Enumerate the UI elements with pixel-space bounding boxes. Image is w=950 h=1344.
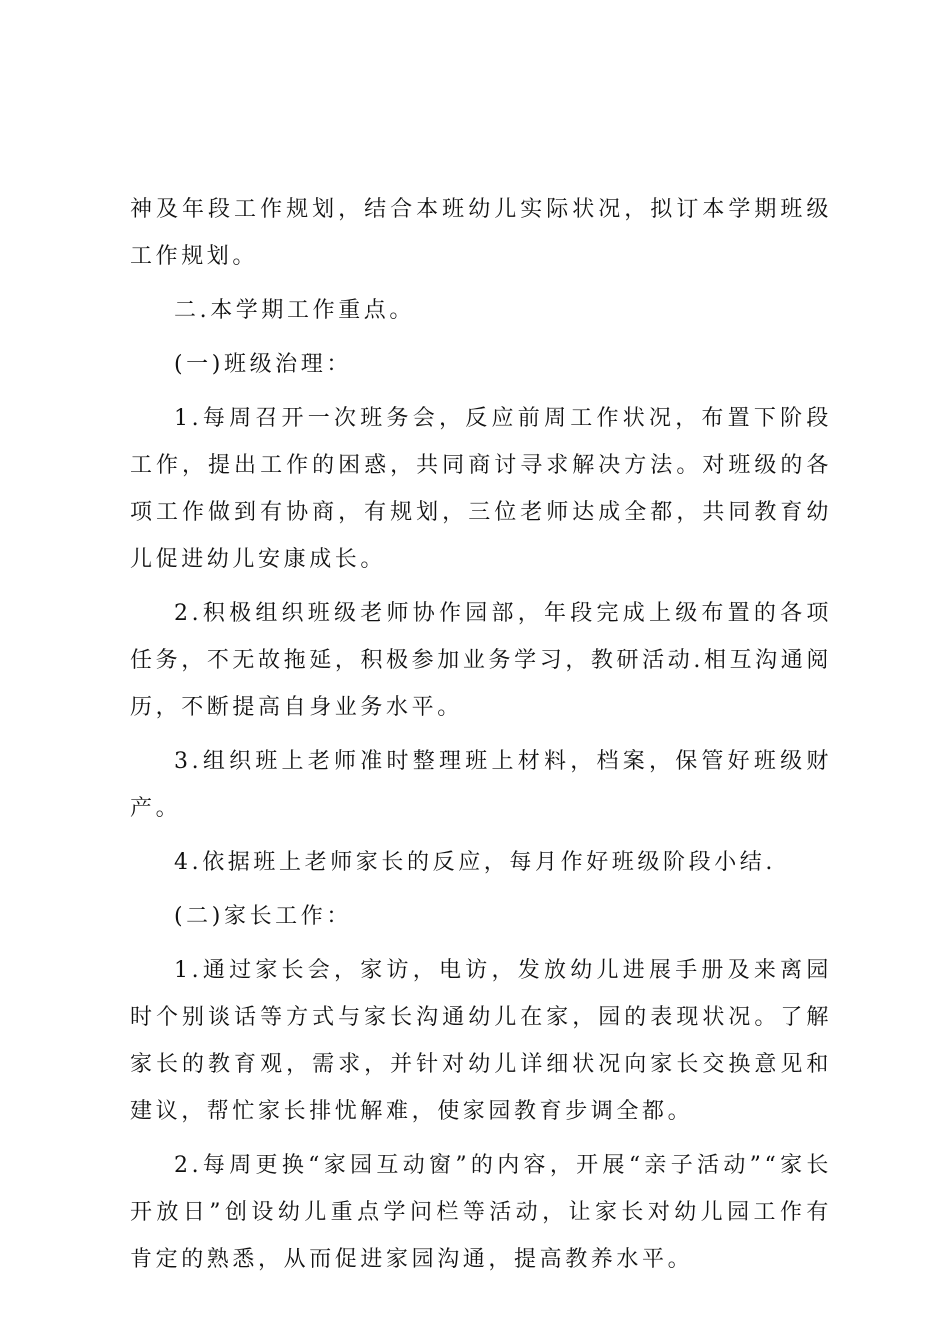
- document-body: [130, 186, 832, 1290]
- paragraph-item-3: 3.组织班上老师准时整理班上材料，档案，保管好班级财产。: [130, 749, 832, 821]
- paragraph-item-4: 4.依据班上老师家长的反应，每月作好班级阶段小结.: [174, 850, 776, 875]
- paragraph-item-1: 1.每周召开一次班务会，反应前周工作状况，布置下阶段工作，提出工作的困惑，共同商讨寻求解决方法。对班级的各项工作做到有协商，有规划，三位老师达成全都，共同教育幼儿促进幼儿安康成长。: [130, 406, 832, 572]
- paragraph-item-2: 2.积极组织班级老师协作园部，年段完成上级布置的各项任务，不无故拖延，积极参加业务学习，教研活动.相互沟通阅历，不断提高自身业务水平。: [130, 601, 832, 720]
- subsection-heading-parent-work: (二)家长工作：: [174, 904, 352, 929]
- paragraph-parent-item-1: 1.通过家长会，家访，电访，发放幼儿进展手册及来离园时个别谈话等方式与家长沟通幼儿在家，园的表现状况。了解家长的教育观，需求，并针对幼儿详细状况向家长交换意见和建议，帮忙家长排忧解难，使家园教育步调全都。: [130, 958, 832, 1124]
- section-heading-work-focus: 二.本学期工作重点。: [174, 298, 415, 323]
- paragraph-continuation: 神及年段工作规划，结合本班幼儿实际状况，拟订本学期班级工作规划。: [130, 197, 832, 269]
- paragraph-parent-item-2: 2.每周更换“家园互动窗”的内容，开展“亲子活动”“家长开放日”创设幼儿重点学问栏等活动，让家长对幼儿园工作有肯定的熟悉，从而促进家园沟通，提高教养水平。: [130, 1153, 832, 1272]
- subsection-heading-class-management: (一)班级治理：: [174, 352, 352, 377]
